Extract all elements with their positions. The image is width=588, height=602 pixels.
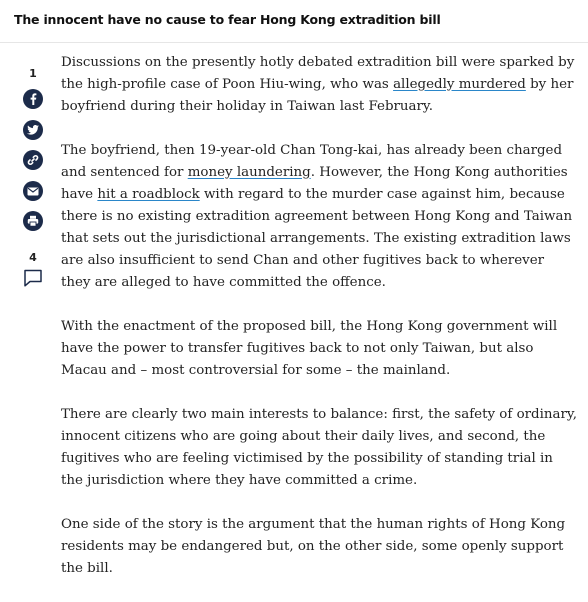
article-body [61,52,577,602]
paragraph-text: The boyfriend, then 19-year-old Chan Tong-kai, has already been charged and sentenced for [61,143,563,180]
paragraph-text: with regard to the murder case against him, because there is no existing extradition agreement between Hong Kong and Taiwan that sets out the jurisdictional arrangements. The existing extradition laws are also insufficient to send Chan and other fugitives back to wherever they are alleged to have committed the offence. [61,187,573,290]
print-icon[interactable] [23,211,43,231]
paragraph-text: by her boyfriend during their holiday in Taiwan last February. [61,77,574,114]
facebook-icon[interactable] [23,89,43,109]
comment-icon[interactable] [23,268,43,288]
article-header [0,0,588,43]
link-icon[interactable] [23,150,43,170]
twitter-icon[interactable] [23,120,43,140]
share-count: 1 [29,67,37,80]
paragraph-text: . However, the Hong Kong authorities have [61,165,568,202]
email-icon[interactable] [23,181,43,201]
article-paragraph-2 [61,140,577,294]
allegedly-murdered-link[interactable]: allegedly murdered [393,77,526,92]
hit-a-roadblock-link[interactable]: hit a roadblock [97,187,200,202]
article-paragraph-1 [61,52,577,118]
article-paragraph-5: One side of the story is the argument that the human rights of Hong Kong residents may be endangered but, on the other side, some openly support the bill. [61,517,566,576]
article-paragraph-3: With the enactment of the proposed bill, the Hong Kong government will have the power to transfer fugitives back to not only Taiwan, but also Macau and – most controversial for some – the mainland. [61,319,558,378]
money-laundering-link[interactable]: money laundering [187,165,311,180]
comment-count: 4 [29,251,37,264]
article-paragraph-4: There are clearly two main interests to balance: first, the safety of ordinary, innocent citizens who are going about their daily lives, and second, the fugitives who are feeling victimised by the possibility of standing trial in the jurisdiction where they have committed a crime. [61,407,577,488]
paragraph-text: Discussions on the presently hotly debated extradition bill were sparked by the high-profile case of Poon Hiu-wing, who was [61,55,575,92]
article-title: The innocent have no cause to fear Hong Kong extradition bill [14,12,441,27]
